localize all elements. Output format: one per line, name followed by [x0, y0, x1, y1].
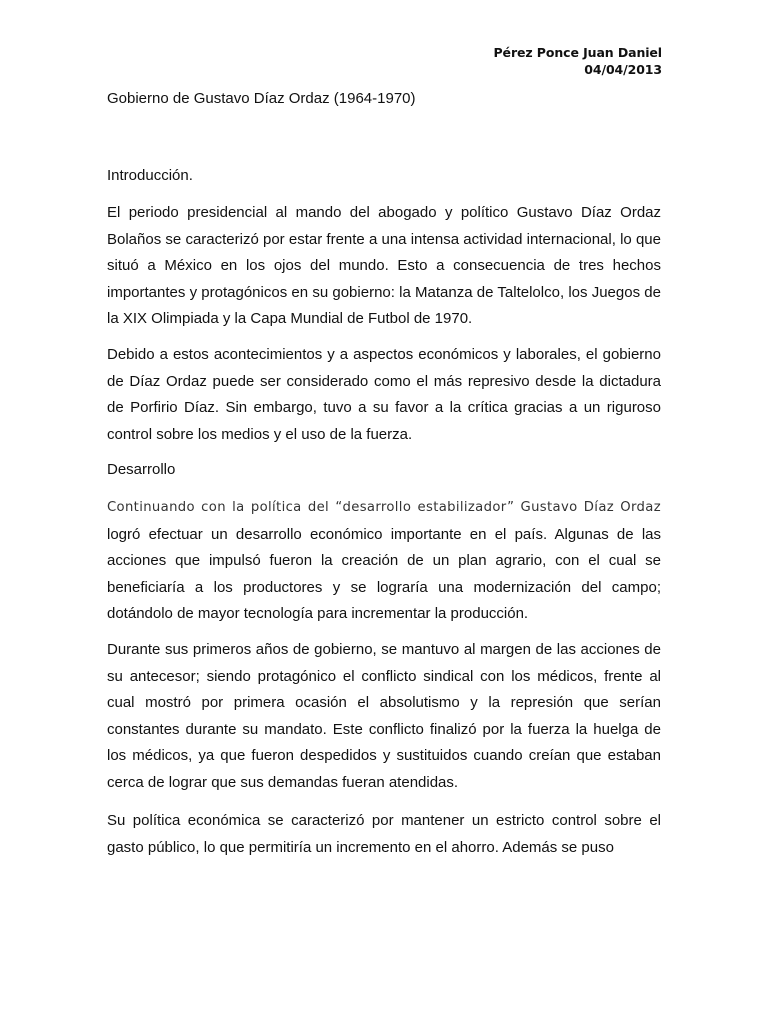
- intro-paragraph-1: El periodo presidencial al mando del abogado y político Gustavo Díaz Ordaz Bolaños se caracterizó por estar frente a una intensa actividad internacional, lo que situó a México en los ojos del mundo. Esto a consecuencia de tres hechos importantes y protagónicos en su gobierno: la Matanza de Taltelolco, los Juegos de la XIX Olimpiada y la Capa Mundial de Futbol de 1970.: [107, 204, 661, 327]
- author-name: Pérez Ponce Juan Daniel: [493, 45, 662, 60]
- intro-paragraph-2: Debido a estos acontecimientos y a aspectos económicos y laborales, el gobierno de Díaz Ordaz puede ser considerado como el más represivo desde la dictadura de Porfirio Díaz. Sin embargo, tuvo a su favor a la crítica gracias a un riguroso control sobre los medios y el uso de la fuerza.: [107, 346, 661, 443]
- document-header: [494, 44, 663, 78]
- development-paragraph-2: Durante sus primeros años de gobierno, se mantuvo al margen de las acciones de su antecesor; siendo protagónico el conflicto sindical con los médicos, frente al cual mostró por primera ocasión el absolutismo y la represión que serían constantes durante su mandato. Este conflicto finalizó por la fuerza la huelga de los médicos, ya que fueron despedidos y sustituidos cuando creían que estaban cerca de lograr que sus demandas fueran atendidas.: [107, 641, 661, 791]
- intro-heading: Introducción.: [107, 167, 193, 184]
- document-title: Gobierno de Gustavo Díaz Ordaz (1964-1970): [107, 90, 416, 107]
- development-heading: Desarrollo: [107, 461, 176, 478]
- development-paragraph-1-lead: Continuando con la política del “desarrollo estabilizador” Gustavo Díaz Ordaz: [107, 500, 661, 515]
- development-paragraph-1-rest: logró efectuar un desarrollo económico importante en el país. Algunas de las acciones que impulsó fueron la creación de un plan agrario, con el cual se beneficiaría a los productores y se lograría una modernización del campo; dotándolo de mayor tecnología para incrementar la producción.: [107, 525, 661, 622]
- development-paragraph-1: [107, 494, 661, 628]
- development-paragraph-3: Su política económica se caracterizó por mantener un estricto control sobre el gasto público, lo que permitiría un incremento en el ahorro. Además se puso: [107, 812, 661, 856]
- document-date: 04/04/2013: [584, 62, 662, 77]
